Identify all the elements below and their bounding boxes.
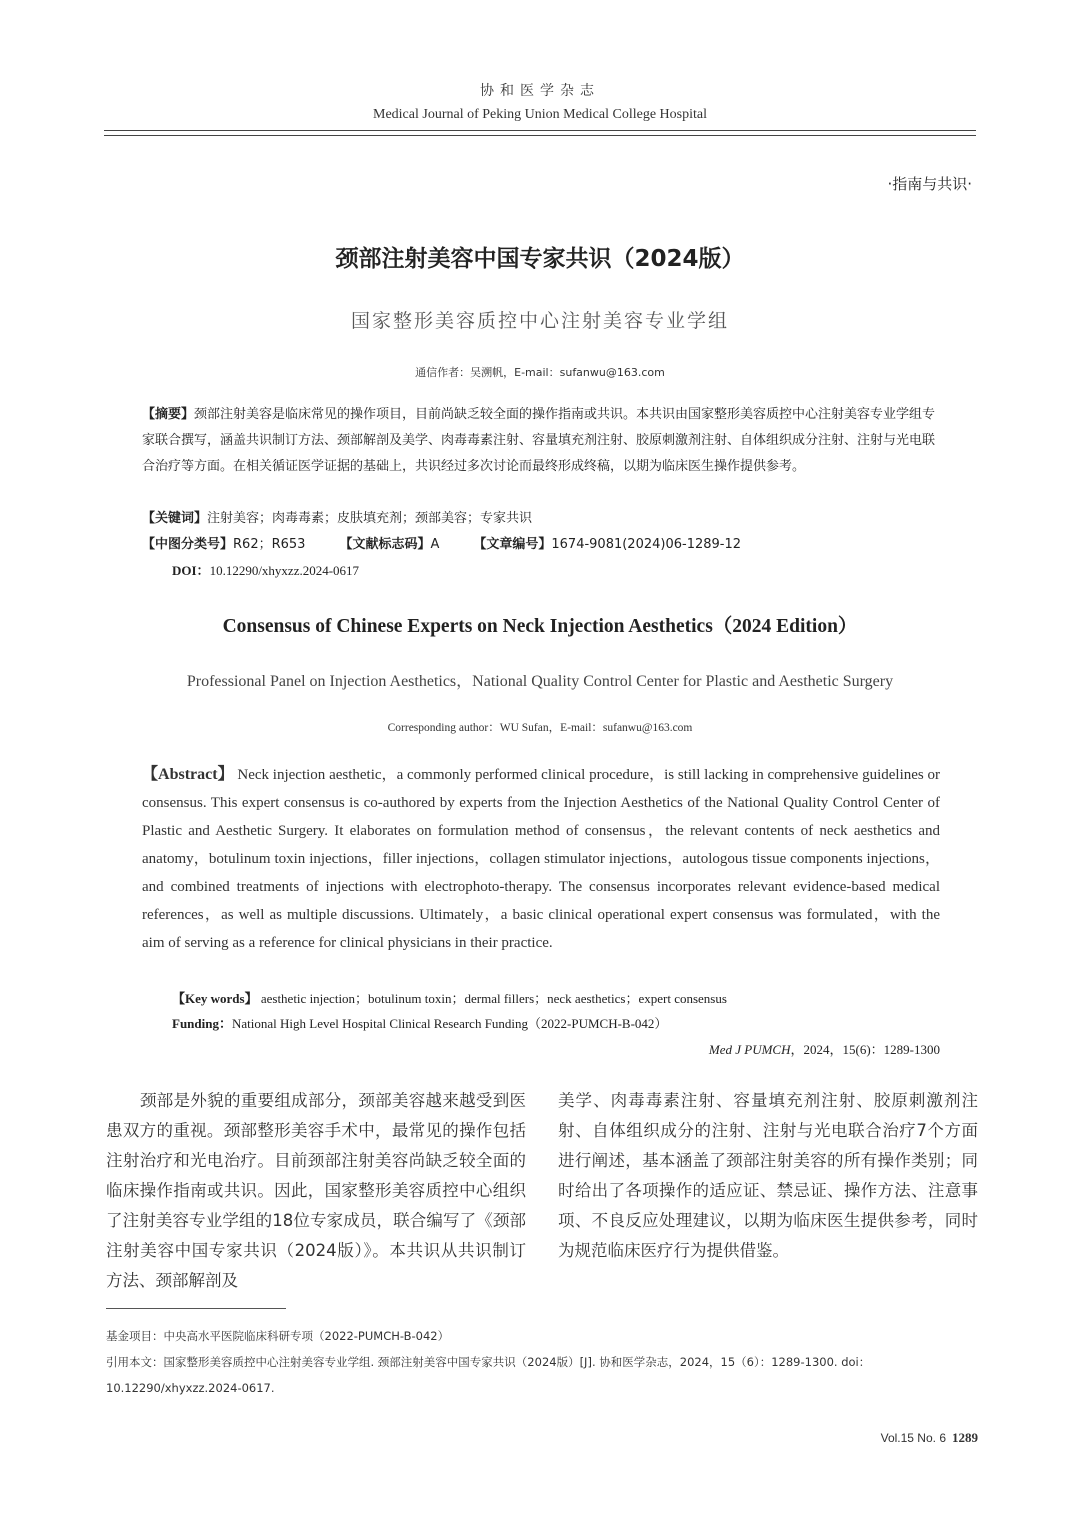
keywords-cn-text: 注射美容；肉毒毒素；皮肤填充剂；颈部美容；专家共识 — [207, 511, 533, 526]
doi-label: DOI： — [172, 563, 210, 578]
citation-details: ，2024，15(6)：1289-1300 — [790, 1042, 940, 1057]
section-label: ·指南与共识· — [887, 175, 972, 193]
header-rule — [104, 130, 976, 131]
footnote-rule — [106, 1308, 286, 1309]
keywords-cn-label: 【关键词】 — [142, 511, 208, 526]
keywords-en-text: aesthetic injection；botulinum toxin；dermal fillers；neck aesthetics；expert consensus — [260, 991, 727, 1006]
funding-en-label: Funding： — [172, 1016, 232, 1031]
docmark-value: A — [430, 537, 440, 552]
abstract-cn-text: 颈部注射美容是临床常见的操作项目，目前尚缺乏较全面的操作指南或共识。本共识由国家整形美容质控中心注射美容专业学组专家联合撰写，涵盖共识制订方法、颈部解剖及美学、肉毒毒素注射、容量填充剂注射、胶原刺激剂注射、自体组织成分注射、注射与光电联合治疗等方面。在相关循证医学证据的基础上，共识经过多次讨论而最终形成终稿，以期为临床医生操作提供参考。 — [142, 407, 936, 474]
doi-line — [172, 558, 359, 584]
abstract-en — [142, 761, 940, 957]
abstract-cn — [142, 402, 942, 480]
article-title-en: Consensus of Chinese Experts on Neck Injection Aesthetics（2024 Edition） — [222, 616, 858, 637]
doi-link[interactable]: 10.12290/xhyxzz.2024-0617 — [209, 563, 360, 578]
abstract-cn-label: 【摘要】 — [142, 407, 195, 422]
footnote-funding: 基金项目：中央高水平医院临床科研专项（2022-PUMCH-B-042） — [106, 1329, 450, 1343]
body-column-left: 颈部是外貌的重要组成部分，颈部美容越来越受到医患双方的重视。颈部整形美容手术中，最常见的操作包括注射治疗和光电治疗。目前颈部注射美容尚缺乏较全面的临床操作指南或共识。因此，国家整形美容质控中心组织了注射美容专业学组的18位专家成员，联合编写了《颈部注射美容中国专家共识（2024版）》。本共识从共识制订方法、颈部解剖及 — [106, 1091, 526, 1290]
page-number: 1289 — [952, 1430, 978, 1445]
classification-line — [142, 532, 942, 558]
header-rule — [104, 135, 976, 136]
citation-en — [709, 1037, 940, 1063]
class-value: R62；R653 — [233, 537, 306, 552]
journal-title-en: Medical Journal of Peking Union Medical College Hospital — [373, 107, 707, 122]
journal-title-cn: 协和医学杂志 — [480, 83, 600, 99]
abstract-en-text: Neck injection aesthetic，a commonly performed clinical procedure，is still lacking in comprehensive guidelines or consensus. This expert consensus is co-authored by experts from the Injection Aesthetics of the National Quality Control Center of Plastic and Aesthetic Surgery. It elaborates on formulation method of consensus，the relevant contents of neck aesthetics and anatomy，botulinum toxin injections，filler injections，collagen stimulator injections，autologous tissue components injections，and combined treatments of injections with electrophoto-therapy. The consensus incorporates relevant evidence-based medical references，as well as multiple discussions. Ultimately，a basic clinical operational expert consensus was formulated，with the aim of serving as a reference for clinical physicians in their practice. — [142, 767, 941, 951]
keywords-en — [172, 986, 727, 1012]
keywords-en-label: 【Key words】 — [172, 991, 258, 1006]
funding-en-text: National High Level Hospital Clinical Research Funding（2022-PUMCH-B-042） — [231, 1016, 668, 1031]
docmark-label: 【文献标志码】 — [339, 537, 431, 552]
abstract-en-label: 【Abstract】 — [142, 766, 234, 783]
article-title-cn: 颈部注射美容中国专家共识（2024版） — [335, 246, 745, 272]
class-label: 【中图分类号】 — [142, 537, 234, 552]
keywords-cn — [142, 506, 942, 532]
funding-en — [172, 1011, 667, 1037]
corresponding-author-cn: 通信作者：吴溯帆，E-mail：sufanwu@163.com — [415, 366, 665, 379]
authors-cn: 国家整形美容质控中心注射美容专业学组 — [350, 310, 729, 332]
page-footer — [881, 1430, 978, 1446]
authors-en: Professional Panel on Injection Aesthetics，National Quality Control Center for Plastic and Aesthetic Surgery — [186, 673, 894, 690]
body-column-right: 美学、肉毒毒素注射、容量填充剂注射、胶原刺激剂注射、自体组织成分的注射、注射与光电联合治疗7个方面进行阐述，基本涵盖了颈部注射美容的所有操作类别；同时给出了各项操作的适应证、禁忌证、操作方法、注意事项、不良反应处理建议，以期为临床医生提供参考，同时为规范临床医疗行为提供借鉴。 — [558, 1091, 978, 1260]
article-no-label: 【文章编号】 — [473, 537, 552, 552]
volume-issue: Vol.15 No. 6 — [880, 1431, 946, 1445]
citation-journal: Med J PUMCH — [708, 1042, 791, 1057]
footnote-citation: 引用本文：国家整形美容质控中心注射美容专业学组. 颈部注射美容中国专家共识（2024版）[J]. 协和医学杂志，2024，15（6）：1289-1300. doi：10.12290/xhyxzz.2024-0617. — [106, 1355, 871, 1395]
corresponding-author-en: Corresponding author：WU Sufan，E-mail：sufanwu@163.com — [387, 722, 693, 734]
article-no-value: 1674-9081(2024)06-1289-12 — [551, 537, 742, 552]
